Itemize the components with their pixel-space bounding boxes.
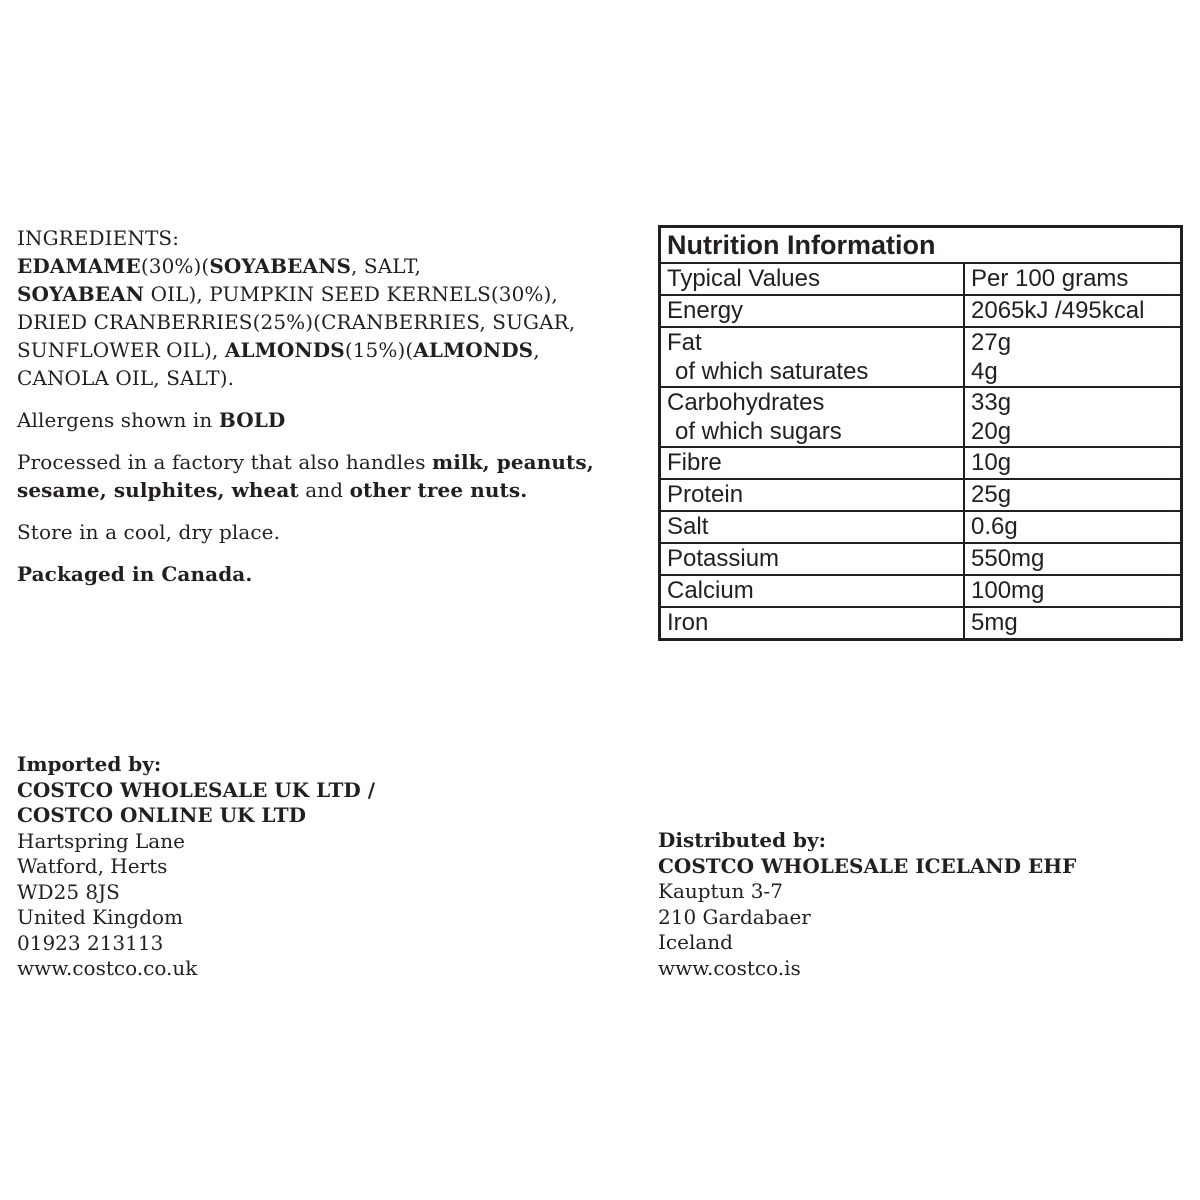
allergens-bold: BOLD (218, 408, 286, 432)
nutrient-sub-label: of which sugars (675, 418, 842, 445)
processed-text: and (298, 478, 350, 502)
processed-allergens: sesame, sulphites, wheat (17, 478, 299, 502)
nutrient-value: 0.6g (964, 511, 1180, 543)
nutrient-sub-value: 4g (971, 358, 998, 385)
importer-address-line: Hartspring Lane (17, 828, 185, 853)
importer-company-text: COSTCO ONLINE UK LTD (17, 803, 307, 827)
ingredients-line-2 (17, 280, 617, 308)
nutrient-main-label: Fat (667, 329, 702, 356)
importer-address-line: United Kingdom (17, 905, 183, 929)
table-row (661, 543, 1180, 575)
importer-address-line: WD25 8JS (17, 879, 120, 904)
nutrition-title: Nutrition Information (661, 228, 1180, 263)
table-row (661, 295, 1180, 327)
packaged-note (17, 560, 617, 588)
importer-address-line: Watford, Herts (17, 854, 168, 878)
nutrient-value: 25g (964, 479, 1180, 511)
allergen-almonds: ALMONDS (224, 338, 345, 362)
table-row (661, 479, 1180, 511)
packaged-text: Packaged in Canada. (17, 562, 253, 586)
nutrient-label: Potassium (661, 543, 964, 575)
allergens-text: Allergens shown in (17, 408, 219, 432)
nutrient-value: 550mg (964, 543, 1180, 575)
nutrient-label: Protein (661, 479, 964, 511)
typical-values-label: Typical Values (661, 263, 964, 295)
ingredients-text: (30%)( (140, 254, 210, 278)
allergens-note (17, 406, 617, 434)
distributor-block (658, 828, 1188, 981)
nutrient-main-value: 33g (971, 389, 1012, 416)
nutrient-main-value: 27g (971, 329, 1012, 356)
nutrient-sub-value: 20g (971, 418, 1012, 445)
nutrient-value: 2065kJ /495kcal (964, 295, 1180, 327)
allergen-soyabean: SOYABEAN (17, 282, 145, 306)
ingredients-section (17, 224, 617, 588)
distributor-company-text: COSTCO WHOLESALE ICELAND EHF (658, 853, 1077, 878)
allergen-almonds: ALMONDS (413, 338, 534, 362)
distributor-heading-text: Distributed by: (658, 828, 826, 852)
distributor-heading (658, 828, 1188, 854)
nutrient-label: Fibre (661, 447, 964, 479)
nutrient-value (964, 387, 1180, 447)
processed-note (17, 448, 617, 504)
nutrient-value: 10g (964, 447, 1180, 479)
table-row (661, 575, 1180, 607)
table-row (661, 387, 1180, 447)
distributor-address-line: 210 Gardabaer (658, 904, 811, 929)
importer-block (17, 752, 577, 982)
importer-company-text: COSTCO WHOLESALE UK LTD / (17, 777, 375, 802)
nutrient-value (964, 327, 1180, 387)
ingredients-text: , SALT, (351, 254, 421, 278)
distributor-address-line: Kauptun 3-7 (658, 879, 783, 903)
table-row (661, 327, 1180, 387)
ingredients-line-3: DRIED CRANBERRIES(25%)(CRANBERRIES, SUGAR, (17, 310, 576, 334)
ingredients-line-4 (17, 336, 617, 364)
ingredients-text: SUNFLOWER OIL), (17, 338, 225, 362)
importer-heading-text: Imported by: (17, 752, 162, 776)
ingredients-text: , (533, 338, 540, 362)
nutrient-label (661, 327, 964, 387)
distributor-website: www.costco.is (658, 955, 801, 980)
processed-text: Processed in a factory that also handles (17, 450, 433, 474)
nutrient-value: 5mg (964, 607, 1180, 638)
importer-website: www.costco.co.uk (17, 956, 198, 980)
importer-heading (17, 752, 577, 778)
nutrient-label: Calcium (661, 575, 964, 607)
nutrient-value: 100mg (964, 575, 1180, 607)
nutrient-sub-label: of which saturates (675, 358, 869, 385)
nutrition-header-row (661, 263, 1180, 295)
nutrient-label: Energy (661, 295, 964, 327)
ingredients-heading: INGREDIENTS: (17, 226, 180, 250)
per-100-grams-label: Per 100 grams (964, 263, 1180, 295)
table-row (661, 511, 1180, 543)
nutrient-label (661, 387, 964, 447)
allergen-edamame: EDAMAME (17, 254, 141, 278)
importer-phone: 01923 213113 (17, 930, 164, 955)
distributor-company (658, 854, 1188, 880)
table-row (661, 607, 1180, 638)
importer-company-1 (17, 778, 577, 804)
importer-company-2 (17, 803, 577, 829)
nutrient-main-label: Carbohydrates (667, 389, 825, 416)
allergen-soyabeans: SOYABEANS (209, 254, 351, 278)
nutrition-table (658, 225, 1183, 641)
processed-allergens: milk, peanuts, (432, 450, 594, 474)
processed-allergens: other tree nuts. (349, 478, 528, 502)
ingredients-line-1 (17, 252, 617, 280)
ingredients-text: (15%)( (344, 338, 414, 362)
table-row (661, 447, 1180, 479)
nutrition-title-row (661, 228, 1180, 263)
nutrient-label: Salt (661, 511, 964, 543)
nutrient-label: Iron (661, 607, 964, 638)
distributor-address-line: Iceland (658, 930, 733, 954)
storage-note: Store in a cool, dry place. (17, 520, 281, 544)
ingredients-line-5: CANOLA OIL, SALT). (17, 366, 235, 390)
ingredients-text: OIL), PUMPKIN SEED KERNELS(30%), (144, 282, 558, 306)
